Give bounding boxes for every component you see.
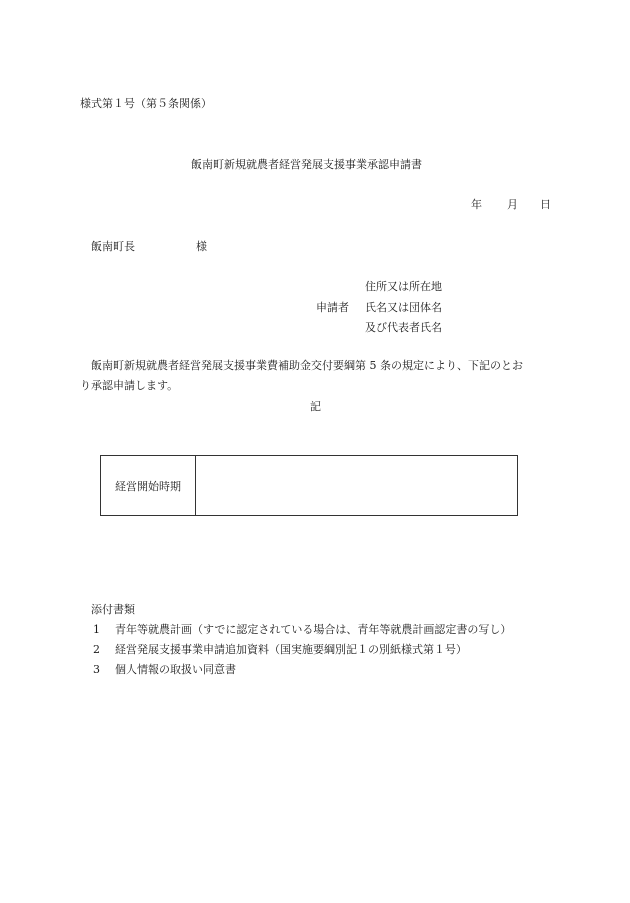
- attachments-heading: 添付書類: [91, 603, 135, 616]
- attachment-item: 経営発展支援事業申請追加資料（国実施要綱別記１の別紙様式第１号）: [115, 643, 467, 656]
- recipient-honorific: 様: [196, 240, 207, 253]
- attachment-item: 青年等就農計画（すでに認定されている場合は、青年等就農計画認定書の写し）: [115, 623, 512, 636]
- attachment-item: 個人情報の取扱い同意書: [115, 663, 236, 676]
- management-start-value[interactable]: [196, 456, 517, 515]
- attachment-number: 2: [93, 643, 100, 656]
- applicant-name-label: 氏名又は団体名: [365, 301, 442, 314]
- recipient-name: 飯南町長: [91, 240, 135, 253]
- date-month-label: 月: [507, 198, 518, 211]
- attachment-number: 3: [93, 663, 100, 676]
- date-day-label: 日: [540, 198, 551, 211]
- document-title: 飯南町新規就農者経営発展支援事業承認申請書: [191, 158, 422, 171]
- management-start-label: 経営開始時期: [101, 456, 196, 515]
- attachment-number: 1: [93, 623, 100, 636]
- body-text-line-1: 飯南町新規就農者経営発展支援事業費補助金交付要綱第 5 条の規定により、下記のとお: [91, 359, 523, 372]
- ki-heading: 記: [310, 400, 321, 413]
- applicant-role-label: 申請者: [316, 301, 349, 314]
- body-text-line-2: り承認申請します。: [80, 379, 179, 392]
- applicant-representative-label: 及び代表者氏名: [365, 321, 442, 334]
- applicant-address-label: 住所又は所在地: [365, 280, 442, 293]
- management-start-table: [100, 455, 518, 516]
- form-number: 様式第１号（第５条関係）: [80, 97, 212, 110]
- date-year-label: 年: [471, 198, 482, 211]
